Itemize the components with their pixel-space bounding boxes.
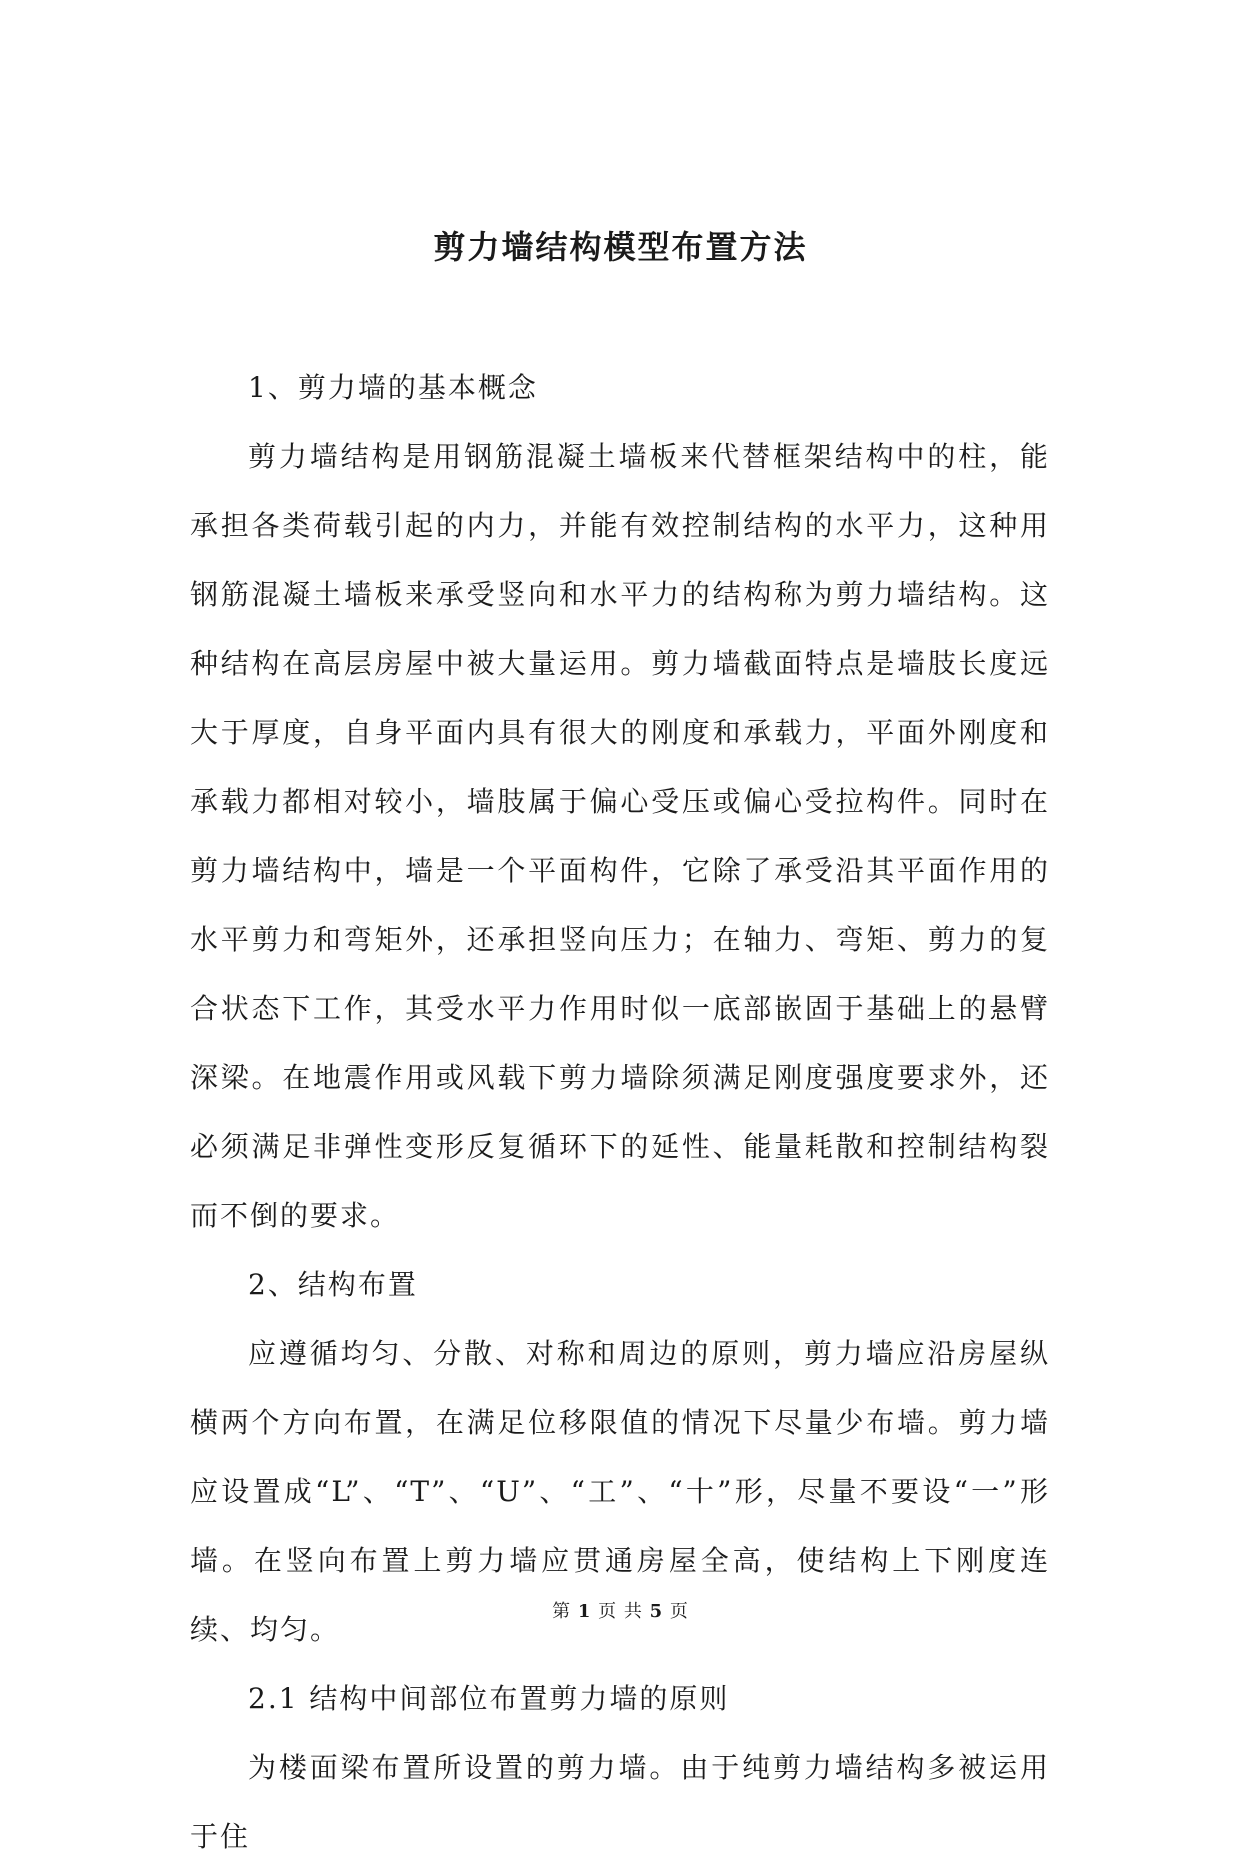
body-paragraph: 剪力墙结构是用钢筋混凝土墙板来代替框架结构中的柱，能承担各类荷载引起的内力，并能有效控制结构的水平力，这种用钢筋混凝土墙板来承受竖向和水平力的结构称为剪力墙结构。这种结构在高层房屋中被大量运用。剪力墙截面特点是墙肢长度远大于厚度，自身平面内具有很大的刚度和承载力，平面外刚度和承载力都相对较小，墙肢属于偏心受压或偏心受拉构件。同时在剪力墙结构中，墙是一个平面构件，它除了承受沿其平面作用的水平剪力和弯矩外，还承担竖向压力；在轴力、弯矩、剪力的复合状态下工作，其受水平力作用时似一底部嵌固于基础上的悬臂深梁。在地震作用或风载下剪力墙除须满足刚度强度要求外，还必须满足非弹性变形反复循环下的延性、能量耗散和控制结构裂而不倒的要求。 <box>190 440 1050 1232</box>
subsection-heading-2-1: 2.1 结构中间部位布置剪力墙的原则 <box>248 1682 730 1715</box>
footer-suffix: 页 <box>663 1601 689 1622</box>
footer-prefix: 第 <box>552 1601 578 1622</box>
current-page-number: 1 <box>577 1601 592 1622</box>
section-heading-2: 2、结构布置 <box>248 1268 418 1301</box>
section-heading-1: 1、剪力墙的基本概念 <box>248 371 538 404</box>
body-paragraph: 为楼面梁布置所设置的剪力墙。由于纯剪力墙结构多被运用于住 <box>190 1751 1050 1853</box>
body-paragraph: 应遵循均匀、分散、对称和周边的原则，剪力墙应沿房屋纵横两个方向布置，在满足位移限值的情况下尽量少布墙。剪力墙应设置成“L”、“T”、“U”、“工”、“十”形，尽量不要设“一”形墙。在竖向布置上剪力墙应贯通房屋全高，使结构上下刚度连续、均匀。 <box>190 1337 1050 1646</box>
total-pages-number: 5 <box>649 1601 664 1622</box>
document-body <box>190 353 1050 1871</box>
document-title: 剪力墙结构模型布置方法 <box>433 228 808 266</box>
page-footer <box>0 1597 1241 1623</box>
footer-middle: 页 共 <box>591 1601 650 1622</box>
